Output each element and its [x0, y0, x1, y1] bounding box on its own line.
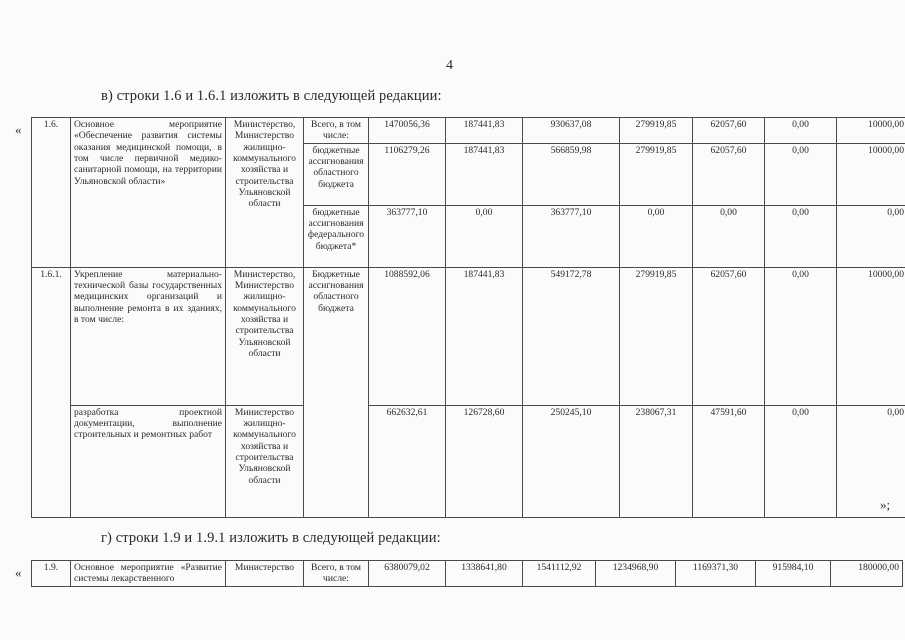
value-total: 6380079,02 — [369, 561, 446, 587]
table-row — [32, 561, 903, 587]
value-year-3: 1234968,90 — [596, 561, 676, 587]
value-year-4: 1169371,30 — [676, 561, 756, 587]
value-year-5: 0,00 — [765, 267, 837, 405]
budget-table-1-9 — [31, 560, 903, 587]
value-total: 1088592,06 — [369, 267, 446, 405]
value-year-2: 250245,10 — [523, 405, 620, 517]
value-year-5: 0,00 — [765, 118, 837, 144]
value-year-2: 549172,78 — [523, 267, 620, 405]
row-number — [32, 561, 71, 587]
value-year-1: 187441,83 — [446, 118, 523, 144]
section-g-intro: г) строки 1.9 и 1.9.1 изложить в следующей редакции: — [101, 530, 441, 546]
budget-table-1-6 — [31, 117, 905, 518]
value-year-6: 10000,00 — [837, 267, 905, 405]
value-total: 662632,61 — [369, 405, 446, 517]
row-number-text: 1.9. — [43, 562, 59, 573]
value-year-5: 0,00 — [765, 205, 837, 267]
value-year-1: 126728,60 — [446, 405, 523, 517]
value-year-1: 187441,83 — [446, 267, 523, 405]
value-year-6: 0,00 — [837, 405, 905, 517]
value-year-2: 566859,98 — [523, 143, 620, 205]
value-year-4: 62057,60 — [693, 267, 765, 405]
value-year-1: 1338641,80 — [446, 561, 523, 587]
value-year-3: 279919,85 — [620, 118, 693, 144]
value-year-3: 279919,85 — [620, 143, 693, 205]
page-number: 4 — [446, 58, 453, 73]
executor: Министерство жилищно-коммунального хозяйства и строительства Ульяновской области — [226, 405, 304, 517]
funding-source-text: Всего, в том числе: — [310, 562, 361, 585]
value-total: 1470056,36 — [369, 118, 446, 144]
event-name: разработка проектной документации, выполнение строительных и ремонтных работ — [71, 405, 226, 517]
value-year-6: 180000,00 — [831, 561, 903, 587]
value-year-3: 0,00 — [620, 205, 693, 267]
executor: Министерство, Министерство жилищно-коммунального хозяйства и строительства Ульяновской области — [226, 118, 304, 268]
value-year-3: 238067,31 — [620, 405, 693, 517]
row-number: 1.6. — [32, 118, 71, 268]
value-total: 363777,10 — [369, 205, 446, 267]
table-row — [32, 118, 905, 144]
value-total: 1106279,26 — [369, 143, 446, 205]
value-year-3: 279919,85 — [620, 267, 693, 405]
value-year-1: 0,00 — [446, 205, 523, 267]
executor — [226, 561, 304, 587]
close-quote-v: »; — [880, 497, 891, 512]
funding-source: бюджетные ассигнования федерального бюджета* — [304, 205, 369, 267]
section-v-intro: в) строки 1.6 и 1.6.1 изложить в следующей редакции: — [101, 88, 442, 104]
event-name: Укрепление материально-технической базы государственных медицинских организаций и выполнение ремонта в их зданиях, в том числе: — [71, 267, 226, 405]
funding-source: бюджетные ассигнования областного бюджета — [304, 143, 369, 205]
value-year-1: 187441,83 — [446, 143, 523, 205]
event-name — [71, 561, 226, 587]
event-name: Основное мероприятие «Обеспечение развития системы оказания медицинской помощи, в том числе первичной медико-санитарной помощи, на территории Ульяновской области» — [71, 118, 226, 268]
value-year-6: 10000,00 — [837, 118, 905, 144]
value-year-2: 363777,10 — [523, 205, 620, 267]
executor-text: Министерство — [234, 562, 295, 573]
open-quote-v: « — [15, 122, 22, 137]
funding-source — [304, 561, 369, 587]
value-year-2: 1541112,92 — [523, 561, 596, 587]
value-year-4: 62057,60 — [693, 118, 765, 144]
table-row — [32, 267, 905, 405]
value-year-4: 0,00 — [693, 205, 765, 267]
row-number: 1.6.1. — [32, 267, 71, 517]
funding-source: Всего, в том числе: — [304, 118, 369, 144]
table-row — [32, 405, 905, 517]
value-year-6: 0,00 — [837, 205, 905, 267]
value-year-6: 10000,00 — [837, 143, 905, 205]
executor: Министерство, Министерство жилищно-коммунального хозяйства и строительства Ульяновской области — [226, 267, 304, 405]
value-year-5: 915984,10 — [756, 561, 831, 587]
value-year-2: 930637,08 — [523, 118, 620, 144]
value-year-5: 0,00 — [765, 143, 837, 205]
value-year-4: 62057,60 — [693, 143, 765, 205]
value-year-4: 47591,60 — [693, 405, 765, 517]
open-quote-g: « — [15, 565, 22, 580]
value-year-5: 0,00 — [765, 405, 837, 517]
event-name-text: Основное мероприятие «Развитие системы лекарственного — [74, 562, 222, 585]
funding-source: Бюджетные ассигнования областного бюджета — [304, 267, 369, 517]
